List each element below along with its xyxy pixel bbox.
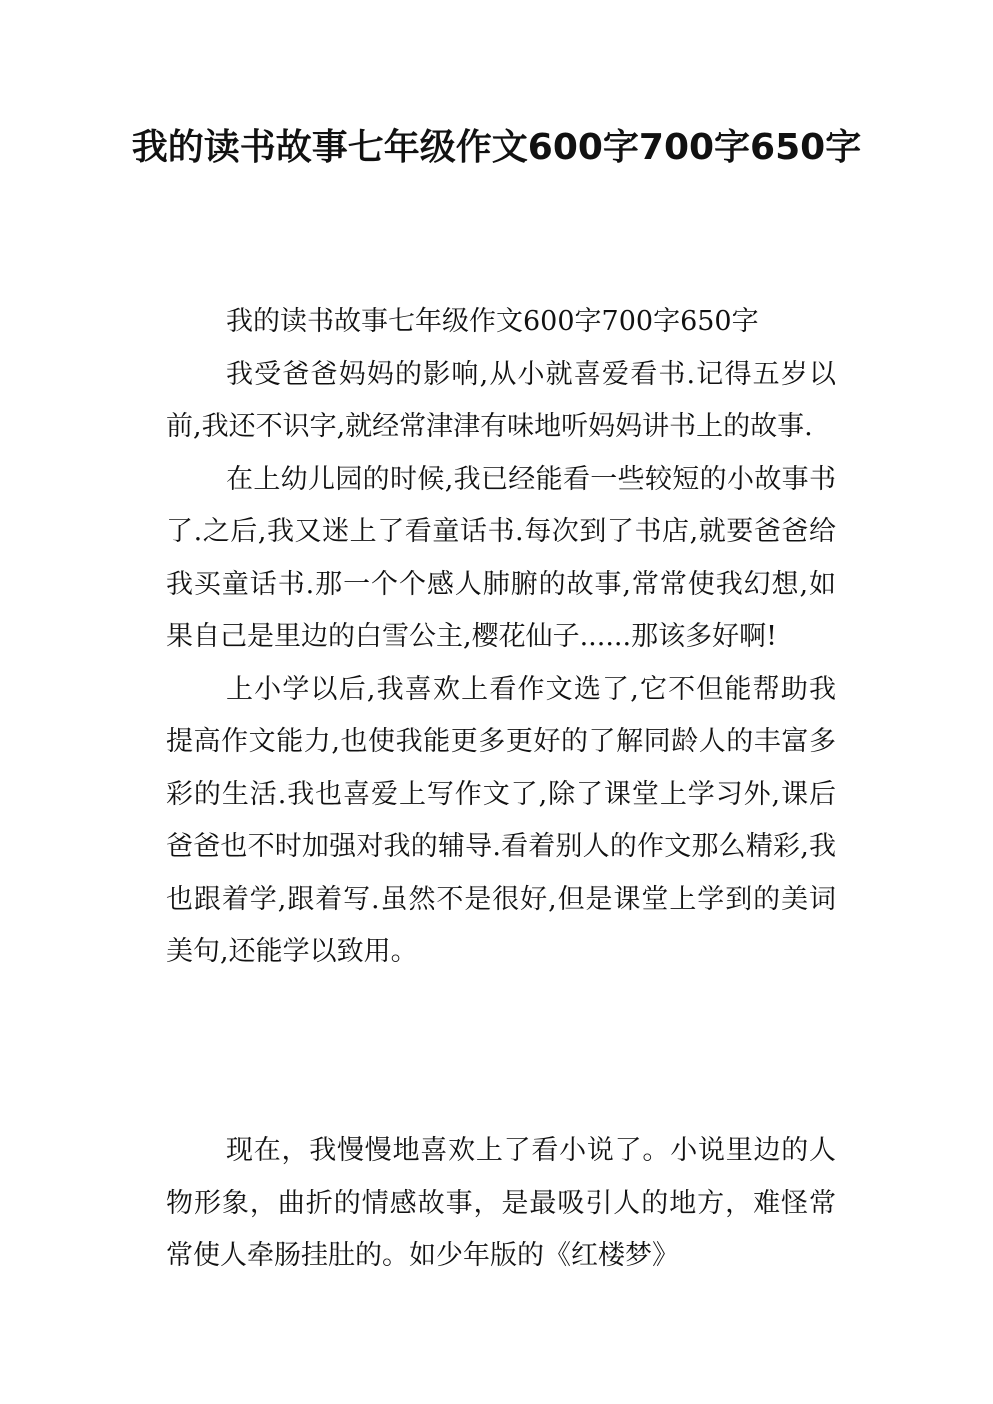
body-text-block [166,1125,836,1283]
paragraph: 在上幼儿园的时候,我已经能看一些较短的小故事书了.之后,我又迷上了看童话书.每次到了书店,就要爸爸给我买童话书.那一个个感人肺腑的故事,常常使我幻想,如果自己是里边的白雪公主,樱花仙子......那该多好啊! [166,463,836,652]
page-title: 我的读书故事七年级作文600字700字650字 [131,127,862,168]
body-text-block [166,296,836,979]
paragraph: 现在，我慢慢地喜欢上了看小说了。小说里边的人物形象，曲折的情感故事，是最吸引人的地方，难怪常常使人牵肠挂肚的。如少年版的《红楼梦》 [166,1135,836,1271]
paragraph: 上小学以后,我喜欢上看作文选了,它不但能帮助我提高作文能力,也使我能更多更好的了解同龄人的丰富多彩的生活.我也喜爱上写作文了,除了课堂上学习外,课后爸爸也不时加强对我的辅导.看着别人的作文那么精彩,我也跟着学,跟着写.虽然不是很好,但是课堂上学到的美词美句,还能学以致用。 [166,673,836,967]
paragraph: 我受爸爸妈妈的影响,从小就喜爱看书.记得五岁以前,我还不识字,就经常津津有味地听妈妈讲书上的故事. [166,358,836,442]
paragraph-heading: 我的读书故事七年级作文600字700字650字 [226,306,759,337]
